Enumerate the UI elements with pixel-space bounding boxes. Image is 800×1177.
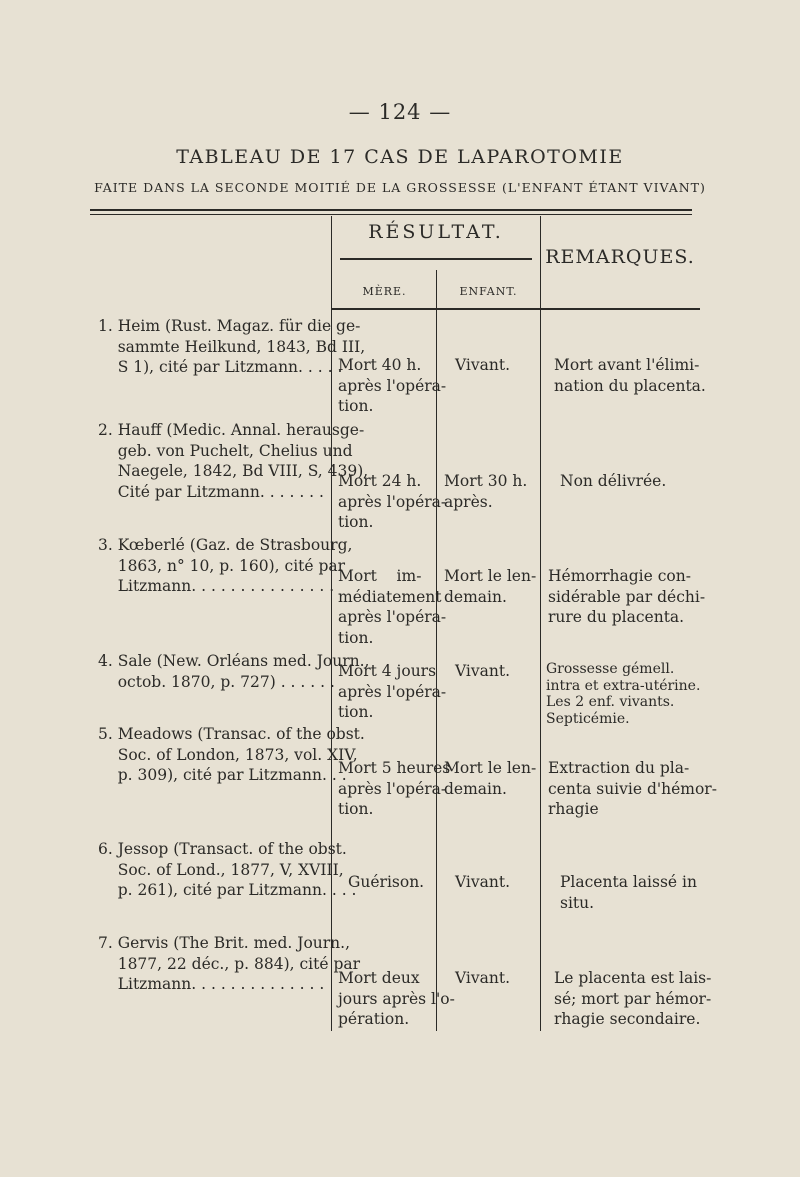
- enfant-7: Vivant.: [455, 969, 511, 987]
- case-4: 4. Sale (New. Orléans med. Journ., octob. 1870, p. 727) . . . . . .: [98, 652, 370, 691]
- case-5: 5. Meadows (Transac. of the obst. Soc. of London, 1873, vol. XIV, p. 309), cité par Litzmann. . .: [98, 725, 365, 784]
- case-7: 7. Gervis (The Brit. med. Journ., 1877, 22 déc., p. 884), cité par Litzmann. . . . . . . . . . . . . .: [98, 934, 361, 993]
- table-subtitle: FAITE DANS LA SECONDE MOITIÉ DE LA GROSSESSE (L'ENFANT ÉTANT VIVANT): [94, 180, 706, 195]
- header-resultat: RÉSULTAT.: [368, 221, 504, 243]
- mere-4: Mort 4 jours après l'opéra- tion.: [338, 662, 447, 721]
- enfant-1: Vivant.: [455, 356, 511, 374]
- mere-5: Mort 5 heures après l'opéra- tion.: [338, 759, 451, 818]
- header-mere: MÈRE.: [362, 285, 407, 298]
- header-enfant: ENFANT.: [459, 285, 518, 298]
- header-remarques: REMARQUES.: [545, 246, 695, 268]
- page-number: — 124 —: [348, 100, 452, 124]
- case-6: 6. Jessop (Transact. of the obst. Soc. of Lond., 1877, V, XVIII, p. 261), cité par Litzmann. . . .: [98, 840, 357, 899]
- remarques-7: Le placenta est lais- sé; mort par hémor- rhagie secondaire.: [554, 969, 712, 1028]
- enfant-5: Mort le len- demain.: [444, 759, 537, 798]
- mere-6: Guérison.: [348, 873, 425, 891]
- remarques-1: Mort avant l'élimi- nation du placenta.: [554, 356, 706, 395]
- header-bottom-rule: [332, 308, 700, 310]
- case-2: 2. Hauff (Medic. Annal. herausge- geb. von Puchelt, Chelius und Naegele, 1842, Bd VIII, S, 439), Cité par Litzmann. . . . . . .: [98, 421, 369, 501]
- remarques-4: Grossesse gémell. intra et extra-utérine. Les 2 enf. vivants. Septicémie.: [546, 661, 701, 727]
- enfant-6: Vivant.: [455, 873, 511, 891]
- enfant-4: Vivant.: [455, 662, 511, 680]
- enfant-3: Mort le len- demain.: [444, 567, 537, 606]
- mere-7: Mort deux jours après l'o- pération.: [338, 969, 455, 1028]
- remarques-3: Hémorrhagie con- sidérable par déchi- rure du placenta.: [548, 567, 706, 626]
- case-3: 3. Kœberlé (Gaz. de Strasbourg, 1863, n° 10, p. 160), cité par Litzmann. . . . . . . . . . . . . . .: [98, 536, 353, 595]
- column-divider-enfant: [540, 216, 541, 1031]
- mere-3: Mort im- médiatement après l'opéra- tion.: [338, 567, 447, 647]
- top-rule-thin: [90, 214, 692, 215]
- table-title: TABLEAU DE 17 CAS DE LAPAROTOMIE: [176, 146, 624, 168]
- remarques-6: Placenta laissé in situ.: [560, 873, 697, 912]
- remarques-5: Extraction du pla- centa suivie d'hémor- rhagie: [548, 759, 717, 818]
- enfant-2: Mort 30 h. après.: [444, 472, 528, 511]
- remarques-2: Non délivrée.: [560, 472, 667, 490]
- resultat-brace-rule: [340, 258, 532, 260]
- mere-2: Mort 24 h. après l'opéra- tion.: [338, 472, 447, 531]
- top-rule-thick: [90, 209, 692, 211]
- mere-1: Mort 40 h. après l'opéra- tion.: [338, 356, 447, 415]
- case-1: 1. Heim (Rust. Magaz. für die ge- sammte Heilkund, 1843, Bd III, S 1), cité par Litzmann. . . . .: [98, 317, 366, 376]
